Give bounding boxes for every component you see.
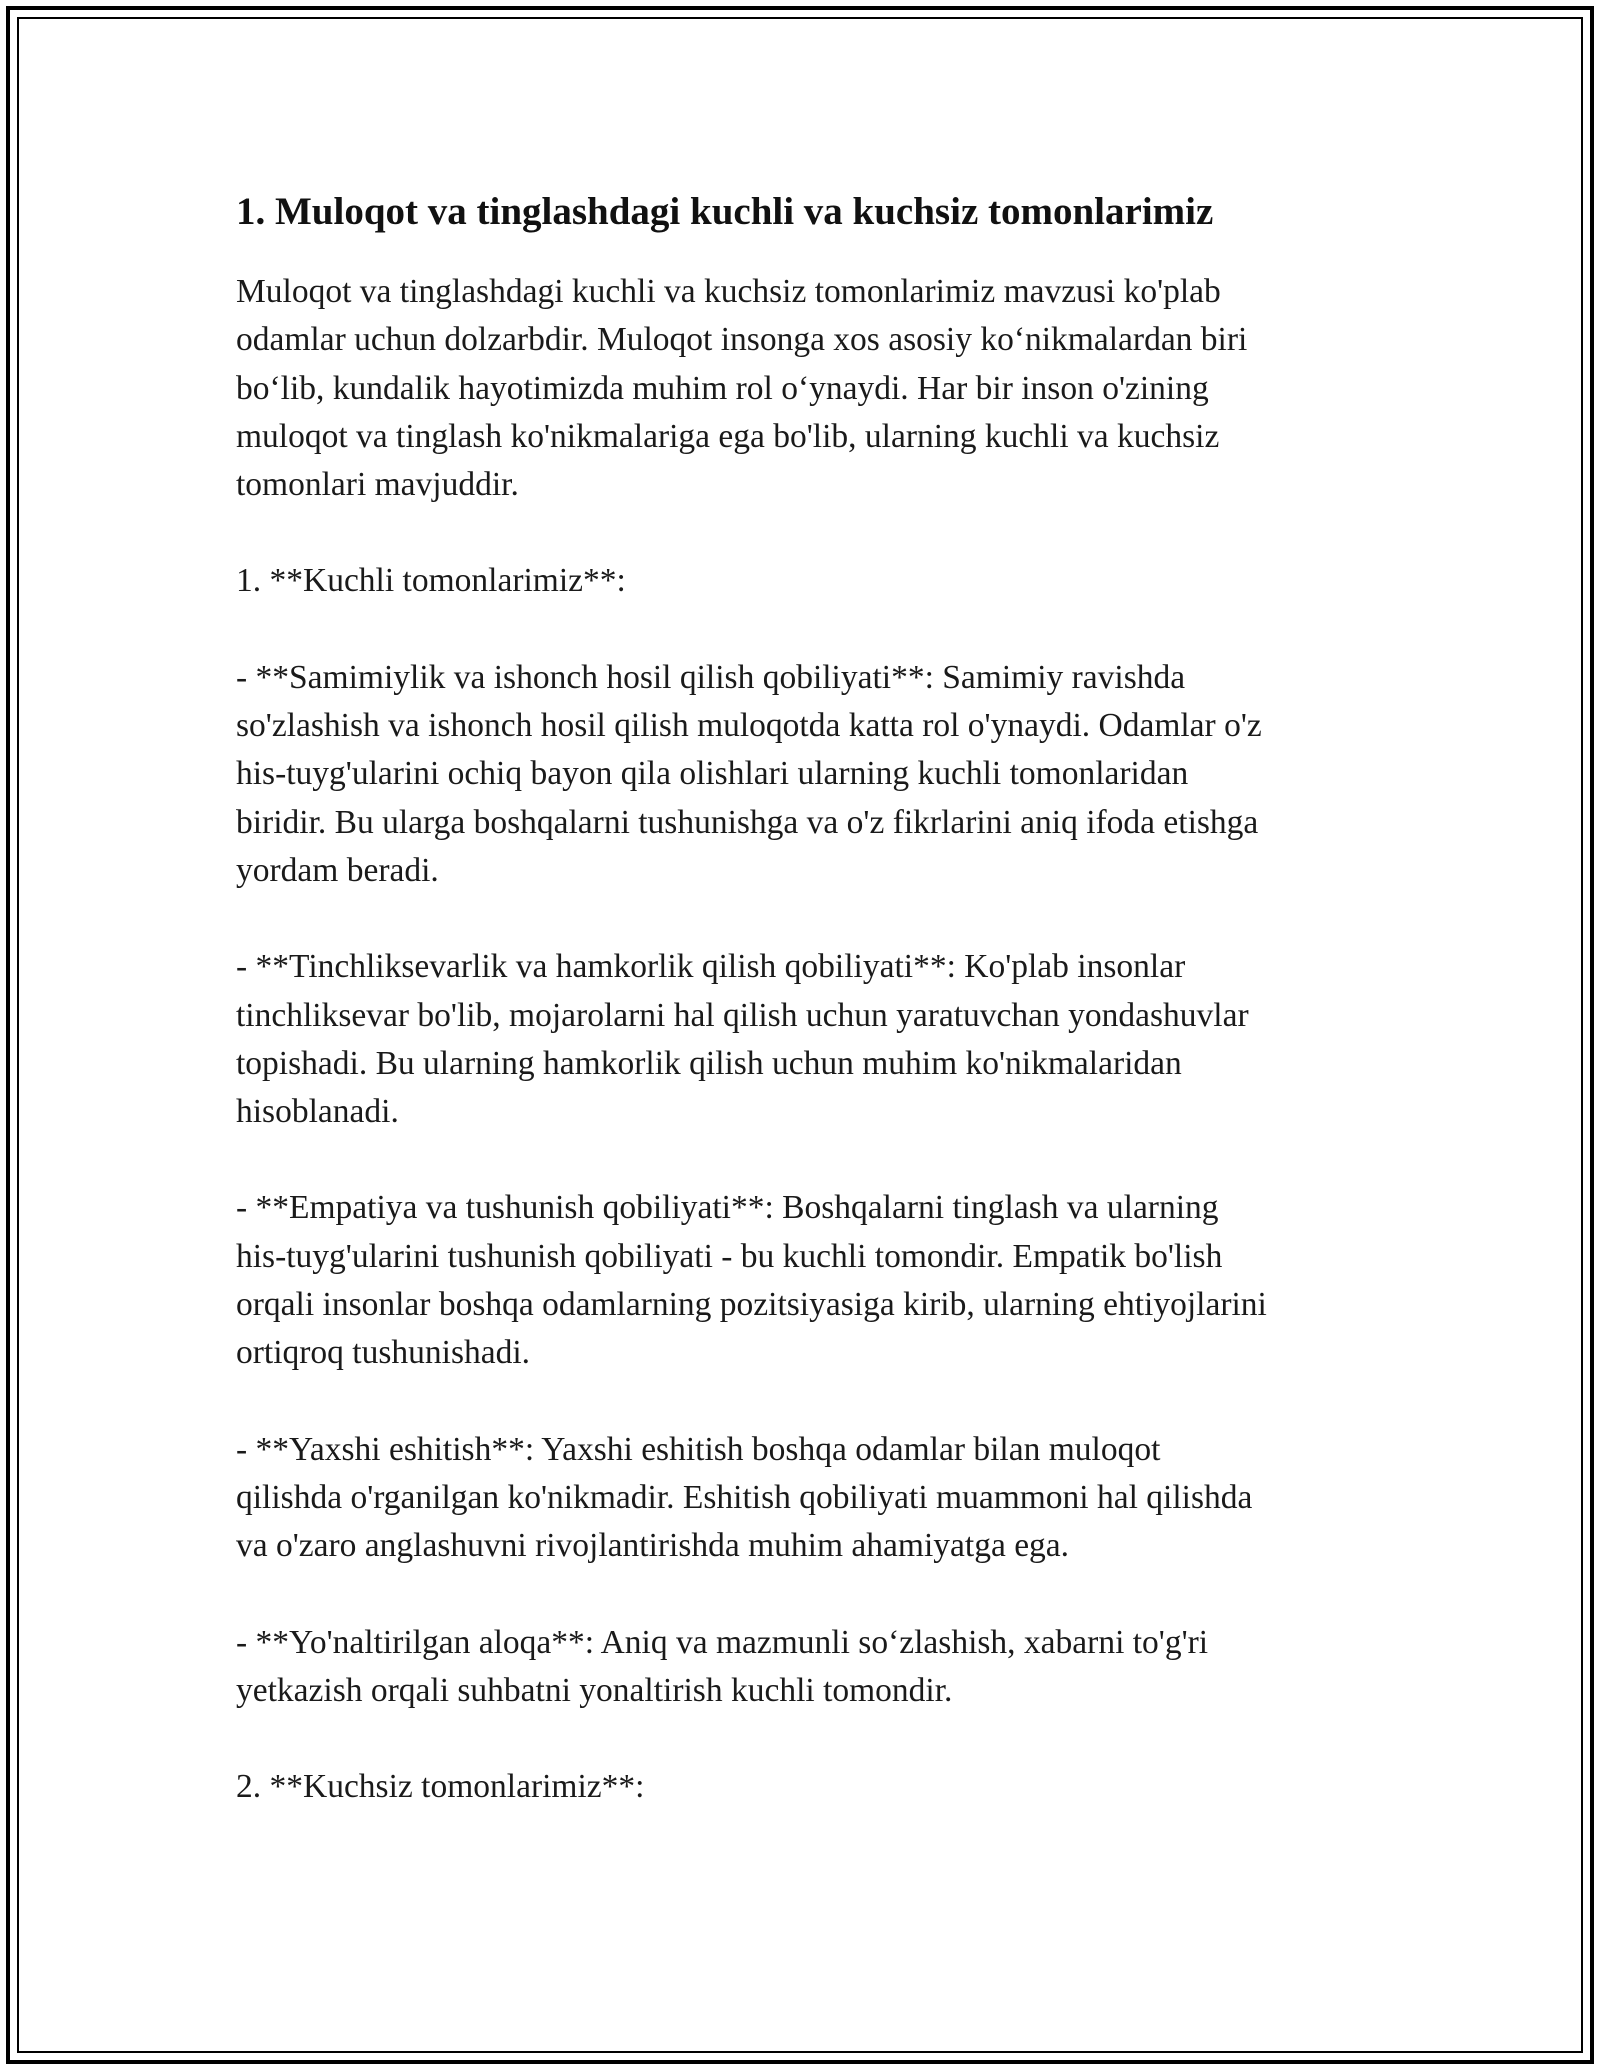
list-item-sincerity: - **Samimiylik va ishonch hosil qilish qobiliyati**: Samimiy ravishda so'zlashish va ishonch hosil qilish muloqotda katta rol o'ynaydi. Odamlar o'z his-tuyg'ularini ochiq bayon qila olishlari ularning kuchli tomonlaridan biridir. Bu ularga boshqalarni tushunishga va o'z fikrlarini aniq ifoda etishga yordam beradi. <box>236 658 1262 889</box>
list-item-empathy: - **Empatiya va tushunish qobiliyati**: Boshqalarni tinglash va ularning his-tuyg'ularini tushunish qobiliyati - bu kuchli tomondir. Empatik bo'lish orqali insonlar boshqa odamlarning pozitsiyasiga kirib, ularning ehtiyojlarini ortiqroq tushunishadi. <box>236 1189 1267 1372</box>
list-item-cooperation: - **Tinchliksevarlik va hamkorlik qilish qobiliyati**: Ko'plab insonlar tinchliksevar bo'lib, mojarolarni hal qilish uchun yaratuvchan yondashuvlar topishadi. Bu ularning hamkorlik qilish uchun muhim ko'nikmalaridan hisoblanadi. <box>236 948 1249 1131</box>
section-heading-strengths: 1. **Kuchli tomonlarimiz**: <box>236 562 626 600</box>
intro-paragraph: Muloqot va tinglashdagi kuchli va kuchsiz tomonlarimiz mavzusi ko'plab odamlar uchun dolzarbdir. Muloqot insonga xos asosiy ko‘nikmalardan biri bo‘lib, kundalik hayotimizda muhim rol o‘ynaydi. Har bir inson o'zining muloqot va tinglash ko'nikmalariga ega bo'lib, ularning kuchli va kuchsiz tomonlari mavjuddir. <box>236 273 1248 504</box>
section-heading-weaknesses: 2. **Kuchsiz tomonlarimiz**: <box>236 1768 645 1806</box>
document-title: 1. Muloqot va tinglashdagi kuchli va kuchsiz tomonlarimiz <box>236 190 1214 233</box>
list-item-good-listening: - **Yaxshi eshitish**: Yaxshi eshitish boshqa odamlar bilan muloqot qilishda o'rganilgan ko'nikmadir. Eshitish qobiliyati muammoni hal qilishda va o'zaro anglashuvni rivojlantirishda muhim ahamiyatga ega. <box>236 1430 1253 1565</box>
list-item-directed-communication: - **Yo'naltirilgan aloqa**: Aniq va mazmunli so‘zlashish, xabarni to'g'ri yetkazish orqali suhbatni yonaltirish kuchli tomondir. <box>236 1623 1209 1709</box>
document-body <box>236 184 1376 1859</box>
